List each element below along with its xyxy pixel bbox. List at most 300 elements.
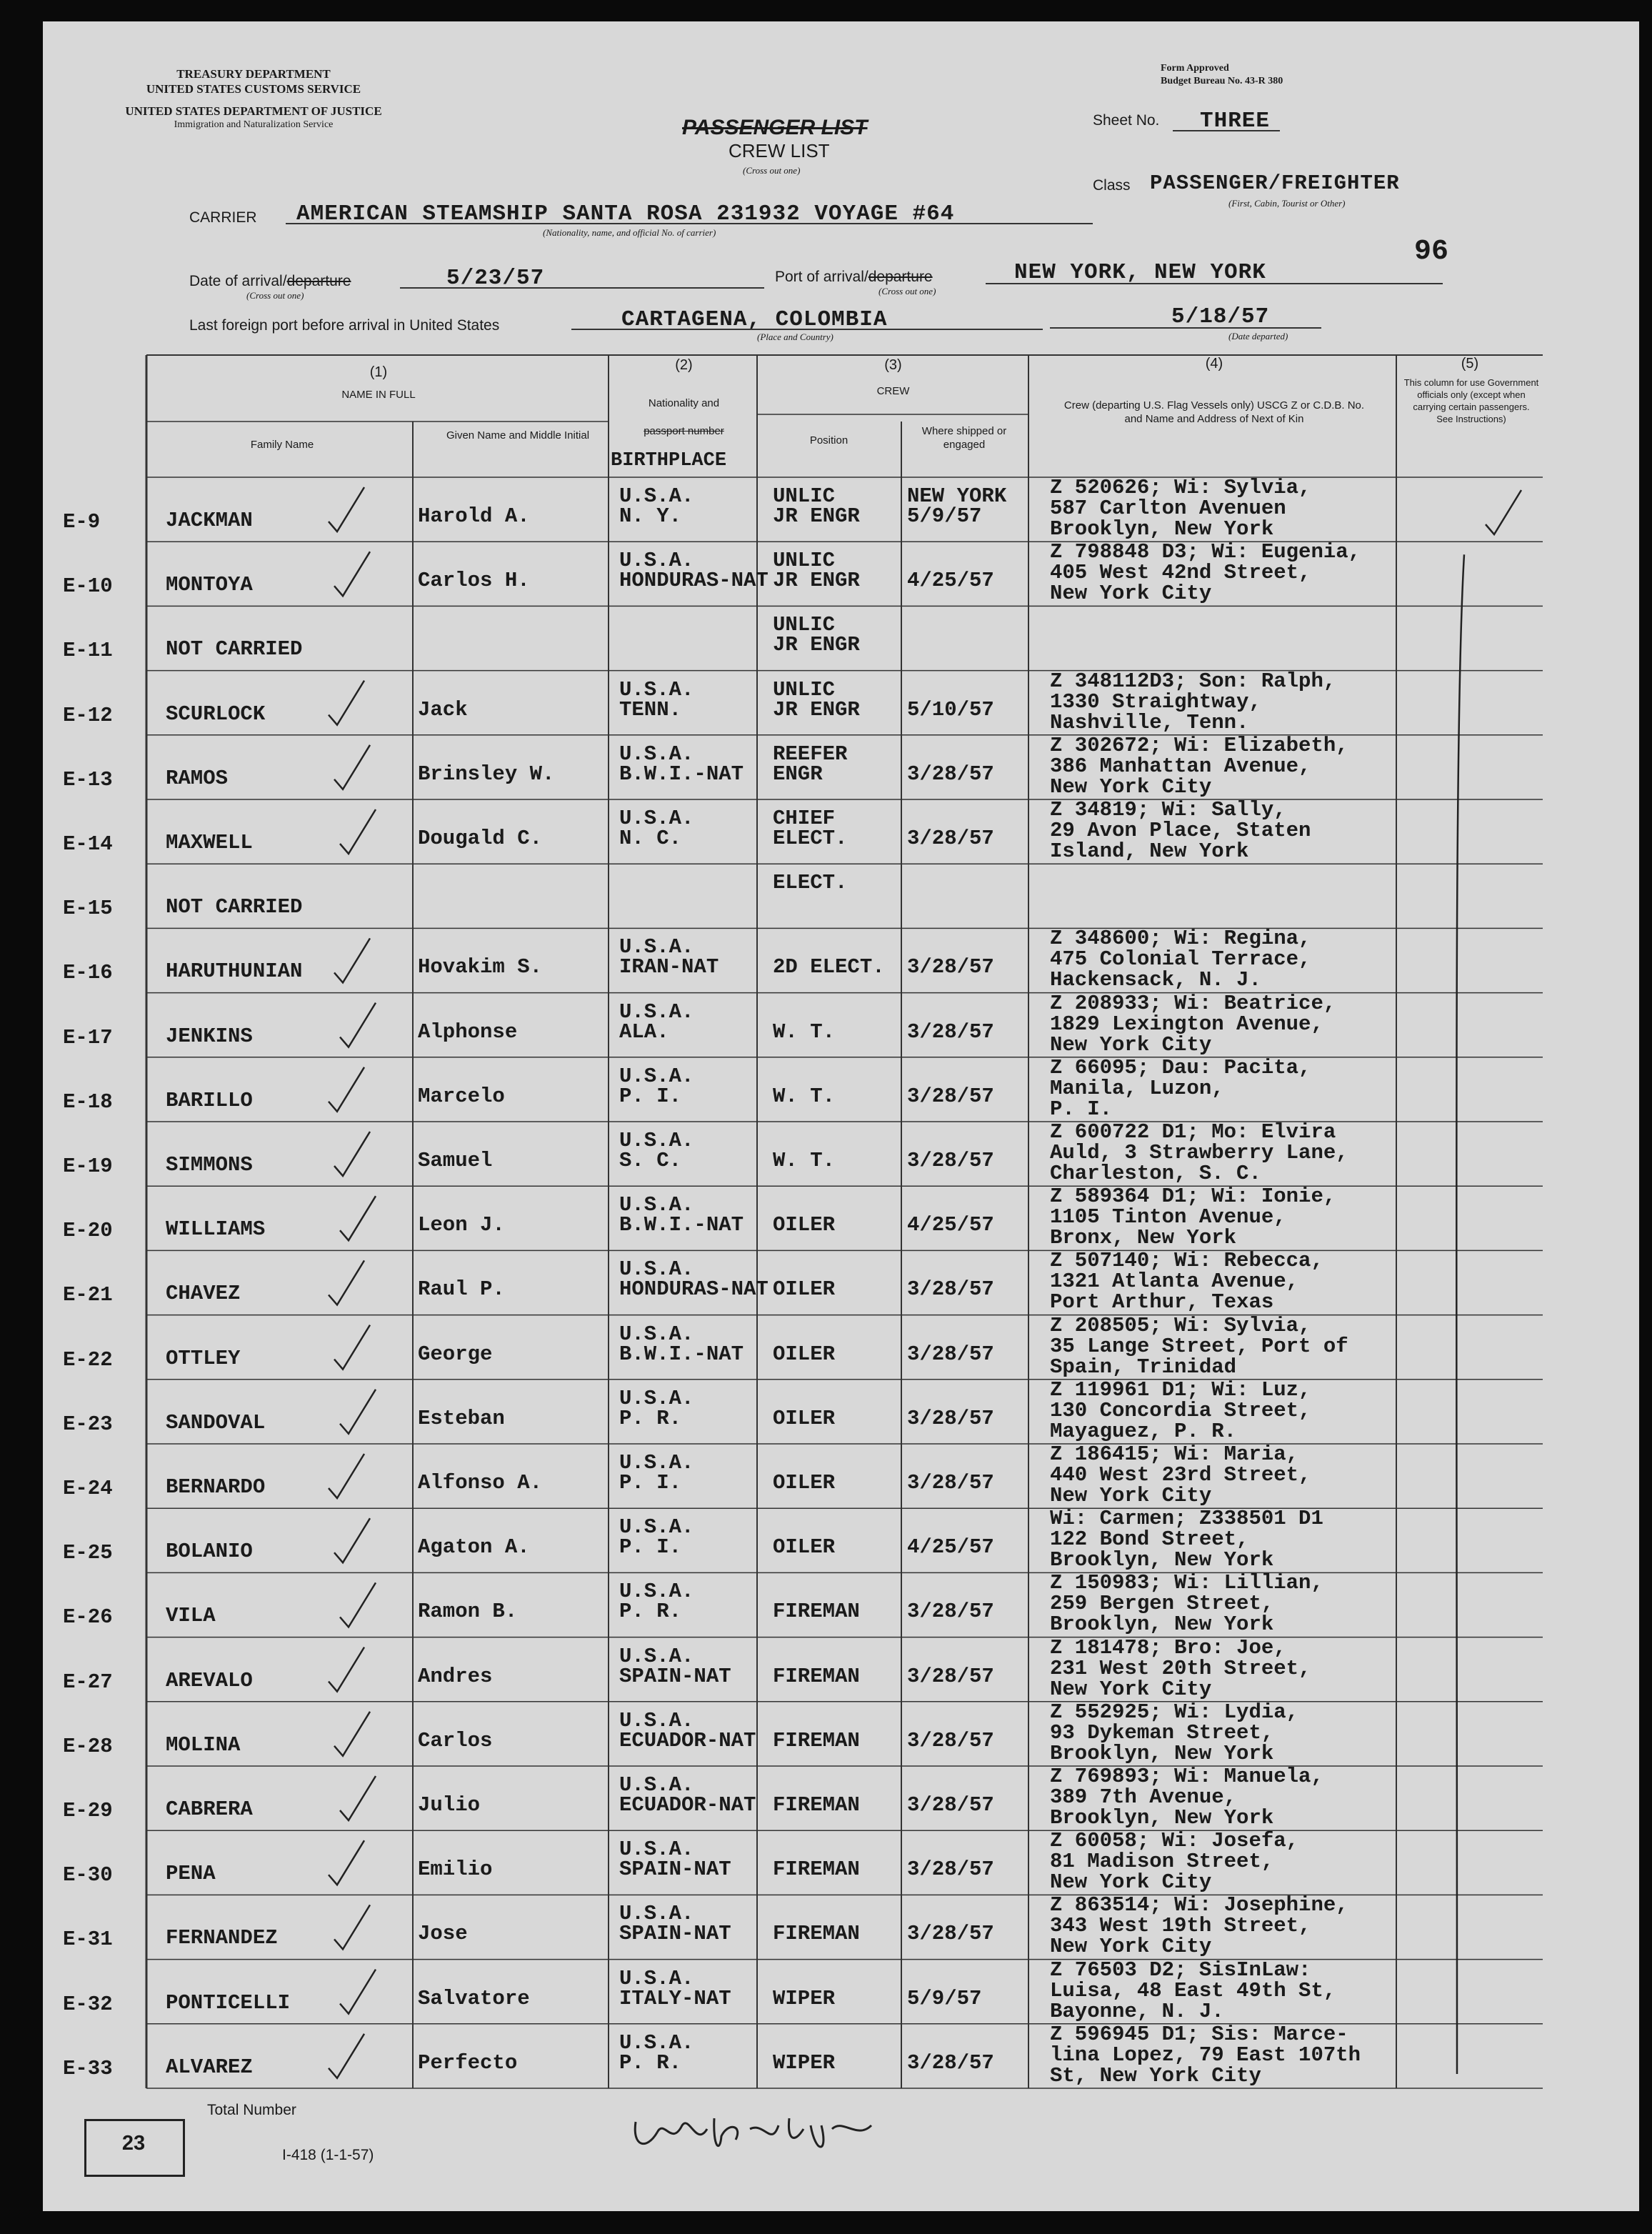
carrier-value: AMERICAN STEAMSHIP SANTA ROSA 231932 VOYAGE #64 (296, 201, 955, 226)
nationality: U.S.A. (619, 999, 694, 1024)
where-shipped-date: 3/28/57 (907, 1342, 994, 1366)
where-shipped-date: 4/25/57 (907, 1213, 994, 1237)
position-line-2: FIREMAN (773, 1857, 860, 1882)
given-name: George (418, 1342, 493, 1366)
position-line-2: OILER (773, 1277, 836, 1302)
position-line-2: OILER (773, 1471, 836, 1495)
next-of-kin-line-3: Brooklyn, New York (1050, 1548, 1274, 1572)
position-line-2: W. T. (773, 1084, 836, 1108)
next-of-kin-line-2: 440 West 23rd Street, (1050, 1463, 1311, 1487)
next-of-kin-line-3: Hackensack, N. J. (1050, 968, 1261, 992)
next-of-kin-line-2: 1321 Atlanta Avenue, (1050, 1270, 1299, 1294)
row-number: E-33 (63, 2056, 113, 2080)
date-hint: (Cross out one) (246, 290, 304, 301)
where-shipped-date: 3/28/57 (907, 1471, 994, 1495)
next-of-kin-line-3: Mayaguez, P. R. (1050, 1419, 1237, 1443)
position-line-2: OILER (773, 1535, 836, 1560)
position-line-2: 2D ELECT. (773, 955, 885, 979)
check-mark (329, 1840, 364, 1885)
next-of-kin-line-2: 1829 Lexington Avenue, (1050, 1012, 1323, 1036)
next-of-kin-line-1: Wi: Carmen; Z338501 D1 (1050, 1507, 1323, 1531)
next-of-kin-line-1: Z 208505; Wi: Sylvia, (1050, 1313, 1311, 1337)
col5-bracket-mark (1456, 554, 1464, 2074)
col2-birthplace: BIRTHPLACE (611, 450, 727, 472)
col1-family-header: Family Name (250, 439, 314, 451)
birthplace: SPAIN-NAT (619, 1922, 731, 1946)
check-mark (334, 938, 370, 982)
check-mark (334, 1325, 370, 1370)
position-line-2: OILER (773, 1406, 836, 1430)
col2-number: (2) (675, 357, 693, 373)
birthplace: B.W.I.-NAT (619, 1342, 744, 1366)
next-of-kin-line-2: 587 Carlton Avenuen (1050, 497, 1286, 520)
position-line-2: ENGR (773, 762, 823, 786)
next-of-kin-line-2: Luisa, 48 East 49th St, (1050, 1978, 1336, 2003)
given-name: Agaton A. (418, 1535, 530, 1560)
row-number: E-10 (63, 574, 113, 599)
col1-given-header: Given Name and Middle Initial (446, 429, 590, 442)
next-of-kin-line-2: 1330 Straightway, (1050, 689, 1261, 714)
position-line-2: OILER (773, 1213, 836, 1237)
date-value: 5/23/57 (446, 266, 545, 291)
next-of-kin-line-1: Z 186415; Wi: Maria, (1050, 1442, 1299, 1466)
class-hint: (First, Cabin, Tourist or Other) (1228, 198, 1346, 209)
last-port-value: CARTAGENA, COLOMBIA (621, 307, 888, 332)
check-mark (329, 2034, 364, 2078)
birthplace: N. Y. (619, 504, 682, 528)
agency-line-1: TREASURY DEPARTMENT (176, 67, 331, 81)
check-mark (340, 1970, 376, 2014)
next-of-kin-line-3: New York City (1050, 1677, 1212, 1701)
given-name: Andres (418, 1664, 493, 1688)
next-of-kin-line-1: Z 863514; Wi: Josephine, (1050, 1893, 1348, 1918)
last-port-label: Last foreign port before arrival in United States (189, 317, 500, 334)
row-number: E-23 (63, 1412, 113, 1436)
class-value: PASSENGER/FREIGHTER (1150, 171, 1400, 195)
birthplace: P. I. (619, 1471, 682, 1495)
family-name: MONTOYA (166, 573, 253, 597)
list-type: CREW LIST (729, 140, 830, 161)
col4-number: (4) (1205, 356, 1223, 371)
port-hint: (Cross out one) (878, 286, 936, 296)
birthplace: HONDURAS-NAT (619, 1277, 769, 1302)
next-of-kin-line-3: P. I. (1050, 1097, 1113, 1121)
row-number: E-14 (63, 832, 113, 856)
given-name: Emilio (418, 1857, 493, 1882)
carrier-hint: (Nationality, name, and official No. of carrier) (543, 227, 716, 238)
row-number: E-16 (63, 961, 113, 985)
next-of-kin-line-3: Brooklyn, New York (1050, 1741, 1274, 1765)
row-number: E-22 (63, 1347, 113, 1372)
check-mark (340, 1390, 376, 1434)
birthplace: P. R. (619, 1600, 682, 1624)
nationality: U.S.A. (619, 1966, 694, 1990)
next-of-kin-line-2: 1105 Tinton Avenue, (1050, 1205, 1286, 1230)
given-name: Julio (418, 1793, 481, 1817)
family-name: CABRERA (166, 1797, 253, 1821)
next-of-kin-line-3: Bronx, New York (1050, 1226, 1237, 1250)
row-number: E-15 (63, 897, 113, 921)
nationality: U.S.A. (619, 1064, 694, 1088)
birthplace: ITALY-NAT (619, 1986, 731, 2010)
where-shipped-date: 3/28/57 (907, 1084, 994, 1108)
port-label: Port of arrival/departure (775, 269, 933, 285)
given-name: Brinsley W. (418, 762, 555, 786)
birthplace: SPAIN-NAT (619, 1664, 731, 1688)
check-mark (334, 745, 370, 789)
family-name: SCURLOCK (166, 702, 266, 726)
next-of-kin-line-2: 130 Concordia Street, (1050, 1398, 1311, 1422)
position-line-1: UNLIC (773, 484, 836, 508)
next-of-kin-line-1: Z 34819; Wi: Sally, (1050, 798, 1286, 822)
next-of-kin-line-1: Z 348600; Wi: Regina, (1050, 927, 1311, 951)
next-of-kin-line-3: Port Arthur, Texas (1050, 1290, 1274, 1315)
row-number: E-31 (63, 1928, 113, 1952)
date-departed-value: 5/18/57 (1171, 304, 1270, 329)
where-shipped-date: 3/28/57 (907, 955, 994, 979)
row-number: E-27 (63, 1670, 113, 1694)
row-number: E-20 (63, 1219, 113, 1243)
birthplace: SPAIN-NAT (619, 1857, 731, 1882)
row-number: E-18 (63, 1089, 113, 1114)
position-line-2: FIREMAN (773, 1728, 860, 1752)
sheet-label: Sheet No. (1093, 112, 1160, 129)
nationality: U.S.A. (619, 1193, 694, 1217)
family-name: MAXWELL (166, 831, 253, 854)
family-name: NOT CARRIED (166, 895, 303, 919)
next-of-kin-line-1: Z 552925; Wi: Lydia, (1050, 1700, 1299, 1724)
next-of-kin-line-2: 343 West 19th Street, (1050, 1914, 1311, 1938)
position-line-2: W. T. (773, 1019, 836, 1044)
given-name: Leon J. (418, 1213, 505, 1237)
nationality: U.S.A. (619, 1129, 694, 1152)
check-mark (329, 1647, 364, 1692)
next-of-kin-line-3: Charleston, S. C. (1050, 1162, 1261, 1185)
position-line-2: FIREMAN (773, 1922, 860, 1946)
next-of-kin-line-3: New York City (1050, 1870, 1212, 1895)
nationality: U.S.A. (619, 1580, 694, 1604)
position-line-2: WIPER (773, 2050, 836, 2075)
next-of-kin-line-2: 405 West 42nd Street, (1050, 561, 1311, 585)
next-of-kin-line-2: 386 Manhattan Avenue, (1050, 754, 1311, 778)
given-name: Alphonse (418, 1019, 518, 1044)
next-of-kin-line-1: Z 348112D3; Son: Ralph, (1050, 669, 1336, 693)
given-name: Jack (418, 697, 468, 722)
next-of-kin-line-2: lina Lopez, 79 East 107th (1050, 2043, 1361, 2067)
budget-bureau: Budget Bureau No. 43-R 380 (1161, 76, 1283, 86)
birthplace: P. I. (619, 1084, 682, 1108)
birthplace: TENN. (619, 697, 682, 722)
next-of-kin-line-3: New York City (1050, 582, 1212, 606)
given-name: Perfecto (418, 2050, 518, 2075)
col3-title: CREW (876, 385, 910, 397)
where-shipped-date: 3/28/57 (907, 2050, 994, 2075)
nationality: U.S.A. (619, 1773, 694, 1797)
check-mark (329, 487, 364, 532)
given-name: Carlos H. (418, 569, 530, 593)
next-of-kin-line-3: Spain, Trinidad (1050, 1355, 1237, 1379)
position-line-2: W. T. (773, 1149, 836, 1172)
row-number: E-28 (63, 1734, 113, 1758)
next-of-kin-line-3: Bayonne, N. J. (1050, 1999, 1224, 2023)
agency-line-2: UNITED STATES CUSTOMS SERVICE (146, 82, 361, 96)
row-number: E-30 (63, 1863, 113, 1888)
birthplace: ECUADOR-NAT (619, 1793, 756, 1817)
next-of-kin-line-1: Z 520626; Wi: Sylvia, (1050, 476, 1311, 499)
last-port-hint: (Place and Country) (757, 331, 833, 342)
birthplace: IRAN-NAT (619, 955, 719, 979)
check-mark (340, 809, 376, 854)
check-mark (334, 1712, 370, 1756)
next-of-kin-line-1: Z 589364 D1; Wi: Ionie, (1050, 1185, 1336, 1209)
form-number: I-418 (1-1-57) (282, 2147, 374, 2163)
birthplace: ECUADOR-NAT (619, 1728, 756, 1752)
next-of-kin-line-1: Z 60058; Wi: Josefa, (1050, 1829, 1299, 1853)
given-name: Salvatore (418, 1986, 530, 2010)
nationality: U.S.A. (619, 1257, 694, 1282)
check-mark (329, 1454, 364, 1498)
nationality: U.S.A. (619, 1644, 694, 1668)
birthplace: N. C. (619, 827, 682, 850)
col5-check-mark (1486, 490, 1521, 534)
family-name: MOLINA (166, 1732, 241, 1757)
nationality: U.S.A. (619, 484, 694, 508)
position-line-2: JR ENGR (773, 697, 860, 722)
next-of-kin-line-3: New York City (1050, 1484, 1212, 1507)
birthplace: HONDURAS-NAT (619, 569, 769, 593)
next-of-kin-line-3: Island, New York (1050, 839, 1249, 863)
next-of-kin-line-2: 122 Bond Street, (1050, 1527, 1249, 1552)
family-name: PONTICELLI (166, 1990, 291, 2015)
check-mark (329, 681, 364, 725)
where-shipped-date: 4/25/57 (907, 569, 994, 593)
position-line-2: JR ENGR (773, 633, 860, 657)
col1-number: (1) (369, 364, 388, 380)
birthplace: P. I. (619, 1535, 682, 1560)
next-of-kin-line-1: Z 208933; Wi: Beatrice, (1050, 991, 1336, 1015)
position-line-1: CHIEF (773, 807, 836, 830)
position-line-1: REEFER (773, 742, 848, 766)
where-shipped-date: 3/28/57 (907, 1857, 994, 1882)
family-name: HARUTHUNIAN (166, 959, 303, 984)
where-shipped-date: 3/28/57 (907, 1406, 994, 1430)
family-name: JENKINS (166, 1024, 253, 1048)
next-of-kin-line-1: Z 596945 D1; Sis: Marce- (1050, 2022, 1348, 2046)
class-label: Class (1093, 177, 1131, 194)
family-name: BOLANIO (166, 1540, 253, 1564)
next-of-kin-line-2: 389 7th Avenue, (1050, 1785, 1237, 1809)
where-shipped-date: 4/25/57 (907, 1535, 994, 1560)
family-name: SIMMONS (166, 1153, 253, 1177)
next-of-kin-line-3: Brooklyn, New York (1050, 517, 1274, 541)
position-line-2: ELECT. (773, 827, 848, 850)
where-shipped-date: 3/28/57 (907, 1728, 994, 1752)
given-name: Dougald C. (418, 827, 543, 850)
position-line-1: ELECT. (773, 871, 848, 895)
nationality: U.S.A. (619, 1902, 694, 1926)
position-line-2: JR ENGR (773, 569, 860, 593)
next-of-kin-line-3: Brooklyn, New York (1050, 1612, 1274, 1637)
family-name: PENA (166, 1862, 216, 1886)
next-of-kin-line-3: Brooklyn, New York (1050, 1806, 1274, 1830)
next-of-kin-line-1: Z 66095; Dau: Pacita, (1050, 1055, 1311, 1079)
position-line-2: WIPER (773, 1986, 836, 2010)
birthplace: P. R. (619, 2050, 682, 2075)
row-number: E-12 (63, 703, 113, 727)
row-number: E-32 (63, 1992, 113, 2016)
carrier-label: CARRIER (189, 209, 257, 226)
nationality: U.S.A. (619, 1515, 694, 1540)
form-approved: Form Approved (1161, 63, 1229, 74)
officer-signature (629, 2097, 893, 2158)
next-of-kin-line-1: Z 600722 D1; Mo: Elvira (1050, 1120, 1336, 1144)
next-of-kin-line-1: Z 507140; Wi: Rebecca, (1050, 1249, 1323, 1273)
col3-position-header: Position (809, 434, 848, 447)
where-shipped-date: 5/10/57 (907, 697, 994, 722)
next-of-kin-line-2: 475 Colonial Terrace, (1050, 947, 1311, 972)
col4-title: Crew (departing U.S. Flag Vessels only) USCG Z or C.D.B. No. and Name and Address of Next of Kin (1063, 399, 1365, 425)
position-line-1: UNLIC (773, 677, 836, 702)
agency-line-4: Immigration and Naturalization Service (174, 119, 334, 130)
given-name: Esteban (418, 1406, 505, 1430)
check-mark (340, 1776, 376, 1820)
birthplace: B.W.I.-NAT (619, 762, 744, 786)
where-shipped-date: 3/28/57 (907, 1922, 994, 1946)
given-name: Jose (418, 1922, 468, 1946)
next-of-kin-line-1: Z 769893; Wi: Manuela, (1050, 1765, 1323, 1788)
check-mark (334, 1518, 370, 1562)
next-of-kin-line-2: 93 Dykeman Street, (1050, 1720, 1274, 1745)
next-of-kin-line-3: New York City (1050, 1935, 1212, 1959)
given-name: Samuel (418, 1149, 493, 1172)
family-name: WILLIAMS (166, 1217, 266, 1242)
total-value: 23 (121, 2132, 146, 2155)
family-name: ALVAREZ (166, 2055, 253, 2079)
row-number: E-25 (63, 1541, 113, 1565)
given-name: Marcelo (418, 1084, 505, 1108)
family-name: VILA (166, 1604, 216, 1628)
given-name: Alfonso A. (418, 1471, 543, 1495)
nationality: U.S.A. (619, 935, 694, 959)
where-shipped-place: NEW YORK (907, 484, 1007, 508)
check-mark (329, 1067, 364, 1112)
next-of-kin-line-1: Z 119961 D1; Wi: Luz, (1050, 1377, 1311, 1402)
next-of-kin-line-3: St, New York City (1050, 2063, 1261, 2088)
col1-title: NAME IN FULL (341, 389, 416, 401)
next-of-kin-line-2: 259 Bergen Street, (1050, 1592, 1274, 1616)
row-number: E-19 (63, 1155, 113, 1178)
check-mark (340, 1003, 376, 1047)
next-of-kin-line-1: Z 302672; Wi: Elizabeth, (1050, 733, 1348, 757)
row-number: E-21 (63, 1283, 113, 1307)
next-of-kin-line-2: 231 West 20th Street, (1050, 1656, 1311, 1680)
given-name: Raul P. (418, 1277, 505, 1302)
check-mark (334, 1905, 370, 1949)
col5-number: (5) (1461, 356, 1479, 371)
where-shipped-date: 3/28/57 (907, 1277, 994, 1302)
nationality: U.S.A. (619, 807, 694, 830)
next-of-kin-line-1: Z 150983; Wi: Lillian, (1050, 1571, 1323, 1595)
nationality: U.S.A. (619, 1322, 694, 1346)
nationality: U.S.A. (619, 549, 694, 573)
nationality: U.S.A. (619, 1708, 694, 1732)
next-of-kin-line-1: Z 181478; Bro: Joe, (1050, 1635, 1286, 1660)
page-number: 96 (1414, 236, 1449, 268)
given-name: Carlos (418, 1728, 493, 1752)
agency-line-3: UNITED STATES DEPARTMENT OF JUSTICE (125, 104, 382, 118)
family-name: CHAVEZ (166, 1282, 241, 1306)
where-shipped-date: 3/28/57 (907, 1149, 994, 1172)
family-name: JACKMAN (166, 509, 253, 532)
family-name: AREVALO (166, 1668, 253, 1692)
next-of-kin-line-2: 35 Lange Street, Port of (1050, 1334, 1348, 1358)
list-type-struck: PASSENGER LIST (682, 116, 868, 139)
nationality: U.S.A. (619, 1451, 694, 1475)
where-shipped-date: 3/28/57 (907, 1019, 994, 1044)
position-line-2: FIREMAN (773, 1664, 860, 1688)
nationality: U.S.A. (619, 1386, 694, 1410)
col2-title: Nationality and (648, 397, 720, 409)
given-name: Ramon B. (418, 1600, 518, 1624)
where-shipped-date: 3/28/57 (907, 1664, 994, 1688)
family-name: BERNARDO (166, 1475, 266, 1499)
family-name: BARILLO (166, 1088, 253, 1112)
family-name: OTTLEY (166, 1346, 241, 1370)
where-shipped-date: 5/9/57 (907, 504, 982, 528)
next-of-kin-line-1: Z 76503 D2; SisInLaw: (1050, 1958, 1311, 1982)
nationality: U.S.A. (619, 1837, 694, 1862)
birthplace: B.W.I.-NAT (619, 1213, 744, 1237)
given-name: Harold A. (418, 504, 530, 528)
date-departed-hint: (Date departed) (1228, 331, 1288, 341)
birthplace: P. R. (619, 1406, 682, 1430)
where-shipped-date: 3/28/57 (907, 1600, 994, 1624)
next-of-kin-line-2: Auld, 3 Strawberry Lane, (1050, 1141, 1348, 1165)
check-mark (340, 1582, 376, 1627)
nationality: U.S.A. (619, 742, 694, 766)
sheet-value: THREE (1200, 109, 1271, 134)
row-number: E-26 (63, 1605, 113, 1630)
row-number: E-29 (63, 1799, 113, 1822)
position-line-1: UNLIC (773, 613, 836, 637)
where-shipped-date: 5/9/57 (907, 1986, 982, 2010)
given-name: Hovakim S. (418, 955, 543, 979)
position-line-1: UNLIC (773, 549, 836, 573)
date-label: Date of arrival/departure (189, 273, 351, 289)
position-line-2: OILER (773, 1342, 836, 1366)
check-mark (329, 1260, 364, 1305)
where-shipped-date: 3/28/57 (907, 827, 994, 850)
total-label: Total Number (207, 2102, 296, 2118)
position-line-2: FIREMAN (773, 1793, 860, 1817)
col5-title: This column for use Government officials only (except when carrying certain passengers. See Instructions) (1403, 377, 1539, 424)
next-of-kin-line-1: Z 798848 D3; Wi: Eugenia, (1050, 540, 1361, 564)
position-line-2: FIREMAN (773, 1600, 860, 1624)
birthplace: S. C. (619, 1149, 682, 1172)
family-name: NOT CARRIED (166, 637, 303, 662)
nationality: U.S.A. (619, 677, 694, 702)
family-name: SANDOVAL (166, 1410, 266, 1435)
next-of-kin-line-2: Manila, Luzon, (1050, 1076, 1224, 1100)
col3-number: (3) (884, 357, 902, 373)
row-number: E-17 (63, 1025, 113, 1049)
check-mark (334, 1132, 370, 1176)
where-shipped-date: 3/28/57 (907, 1793, 994, 1817)
check-mark (334, 552, 370, 596)
row-number: E-9 (63, 510, 101, 534)
check-mark (340, 1196, 376, 1240)
col2-struck: passport number (644, 425, 724, 437)
